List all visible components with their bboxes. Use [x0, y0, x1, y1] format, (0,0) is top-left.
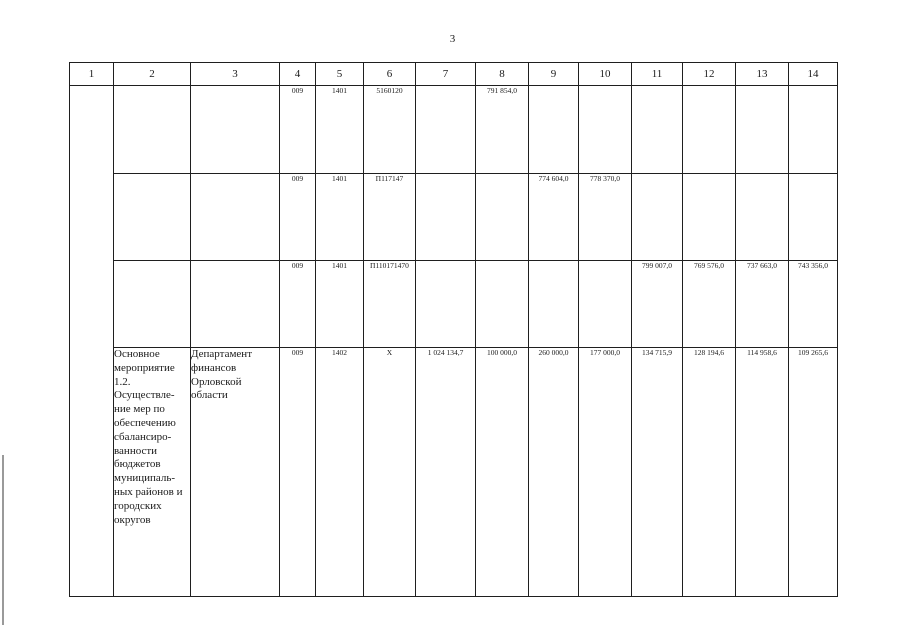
- event-name-cell: [114, 86, 191, 174]
- header-cell: 13: [736, 63, 789, 86]
- section-code-cell: 1401: [316, 86, 364, 174]
- header-cell: 7: [416, 63, 476, 86]
- table-row: [70, 261, 838, 348]
- target-article-cell: 5160120: [364, 86, 416, 174]
- page-number: 3: [449, 33, 456, 45]
- amount-cell: 177 000,0: [579, 348, 632, 597]
- amount-cell: 769 576,0: [683, 261, 736, 348]
- amount-cell: [416, 86, 476, 174]
- table-row: [70, 86, 838, 174]
- amount-cell: 260 000,0: [529, 348, 579, 597]
- amount-cell: [632, 174, 683, 261]
- header-cell: 14: [789, 63, 838, 86]
- amount-cell: [416, 174, 476, 261]
- amount-cell: [789, 174, 838, 261]
- header-cell: 4: [280, 63, 316, 86]
- event-name-cell: Основное мероприятие 1.2. Осуществле-ние мер по обеспечению сбалансиро-ванности бюджетов муниципаль-ных районов и городских округов: [114, 348, 191, 597]
- grbs-code-cell: 009: [280, 261, 316, 348]
- amount-cell: [416, 261, 476, 348]
- section-code-cell: 1402: [316, 348, 364, 597]
- event-name-cell: [114, 174, 191, 261]
- executor-cell: Департамент финансов Орловской области: [191, 348, 280, 597]
- scan-edge-mark: [2, 455, 4, 625]
- amount-cell: [736, 174, 789, 261]
- grbs-code-cell: 009: [280, 348, 316, 597]
- header-cell: 6: [364, 63, 416, 86]
- header-cell: 2: [114, 63, 191, 86]
- budget-table: [69, 62, 838, 597]
- amount-cell: [683, 86, 736, 174]
- amount-cell: 100 000,0: [476, 348, 529, 597]
- table-header-row: [70, 63, 838, 86]
- amount-cell: [683, 174, 736, 261]
- target-article-cell: X: [364, 348, 416, 597]
- amount-cell: [476, 174, 529, 261]
- executor-cell: [191, 261, 280, 348]
- section-code-cell: 1401: [316, 174, 364, 261]
- header-cell: 1: [70, 63, 114, 86]
- header-cell: 9: [529, 63, 579, 86]
- amount-cell: 778 370,0: [579, 174, 632, 261]
- row-group-number-cell: [70, 86, 114, 597]
- event-name-cell: [114, 261, 191, 348]
- amount-cell: 737 663,0: [736, 261, 789, 348]
- header-cell: 11: [632, 63, 683, 86]
- header-cell: 8: [476, 63, 529, 86]
- table-row: [70, 174, 838, 261]
- amount-cell: 799 007,0: [632, 261, 683, 348]
- amount-cell: 1 024 134,7: [416, 348, 476, 597]
- table-row: [70, 348, 838, 597]
- amount-cell: 743 356,0: [789, 261, 838, 348]
- grbs-code-cell: 009: [280, 174, 316, 261]
- target-article-cell: П110171470: [364, 261, 416, 348]
- grbs-code-cell: 009: [280, 86, 316, 174]
- amount-cell: [789, 86, 838, 174]
- amount-cell: [529, 86, 579, 174]
- executor-cell: [191, 174, 280, 261]
- amount-cell: 774 604,0: [529, 174, 579, 261]
- amount-cell: [529, 261, 579, 348]
- amount-cell: [579, 86, 632, 174]
- header-cell: 12: [683, 63, 736, 86]
- target-article-cell: П117147: [364, 174, 416, 261]
- amount-cell: [476, 261, 529, 348]
- header-cell: 3: [191, 63, 280, 86]
- section-code-cell: 1401: [316, 261, 364, 348]
- amount-cell: [632, 86, 683, 174]
- amount-cell: 128 194,6: [683, 348, 736, 597]
- amount-cell: 114 958,6: [736, 348, 789, 597]
- amount-cell: 109 265,6: [789, 348, 838, 597]
- amount-cell: 791 854,0: [476, 86, 529, 174]
- header-cell: 5: [316, 63, 364, 86]
- amount-cell: [736, 86, 789, 174]
- amount-cell: 134 715,9: [632, 348, 683, 597]
- amount-cell: [579, 261, 632, 348]
- executor-cell: [191, 86, 280, 174]
- header-cell: 10: [579, 63, 632, 86]
